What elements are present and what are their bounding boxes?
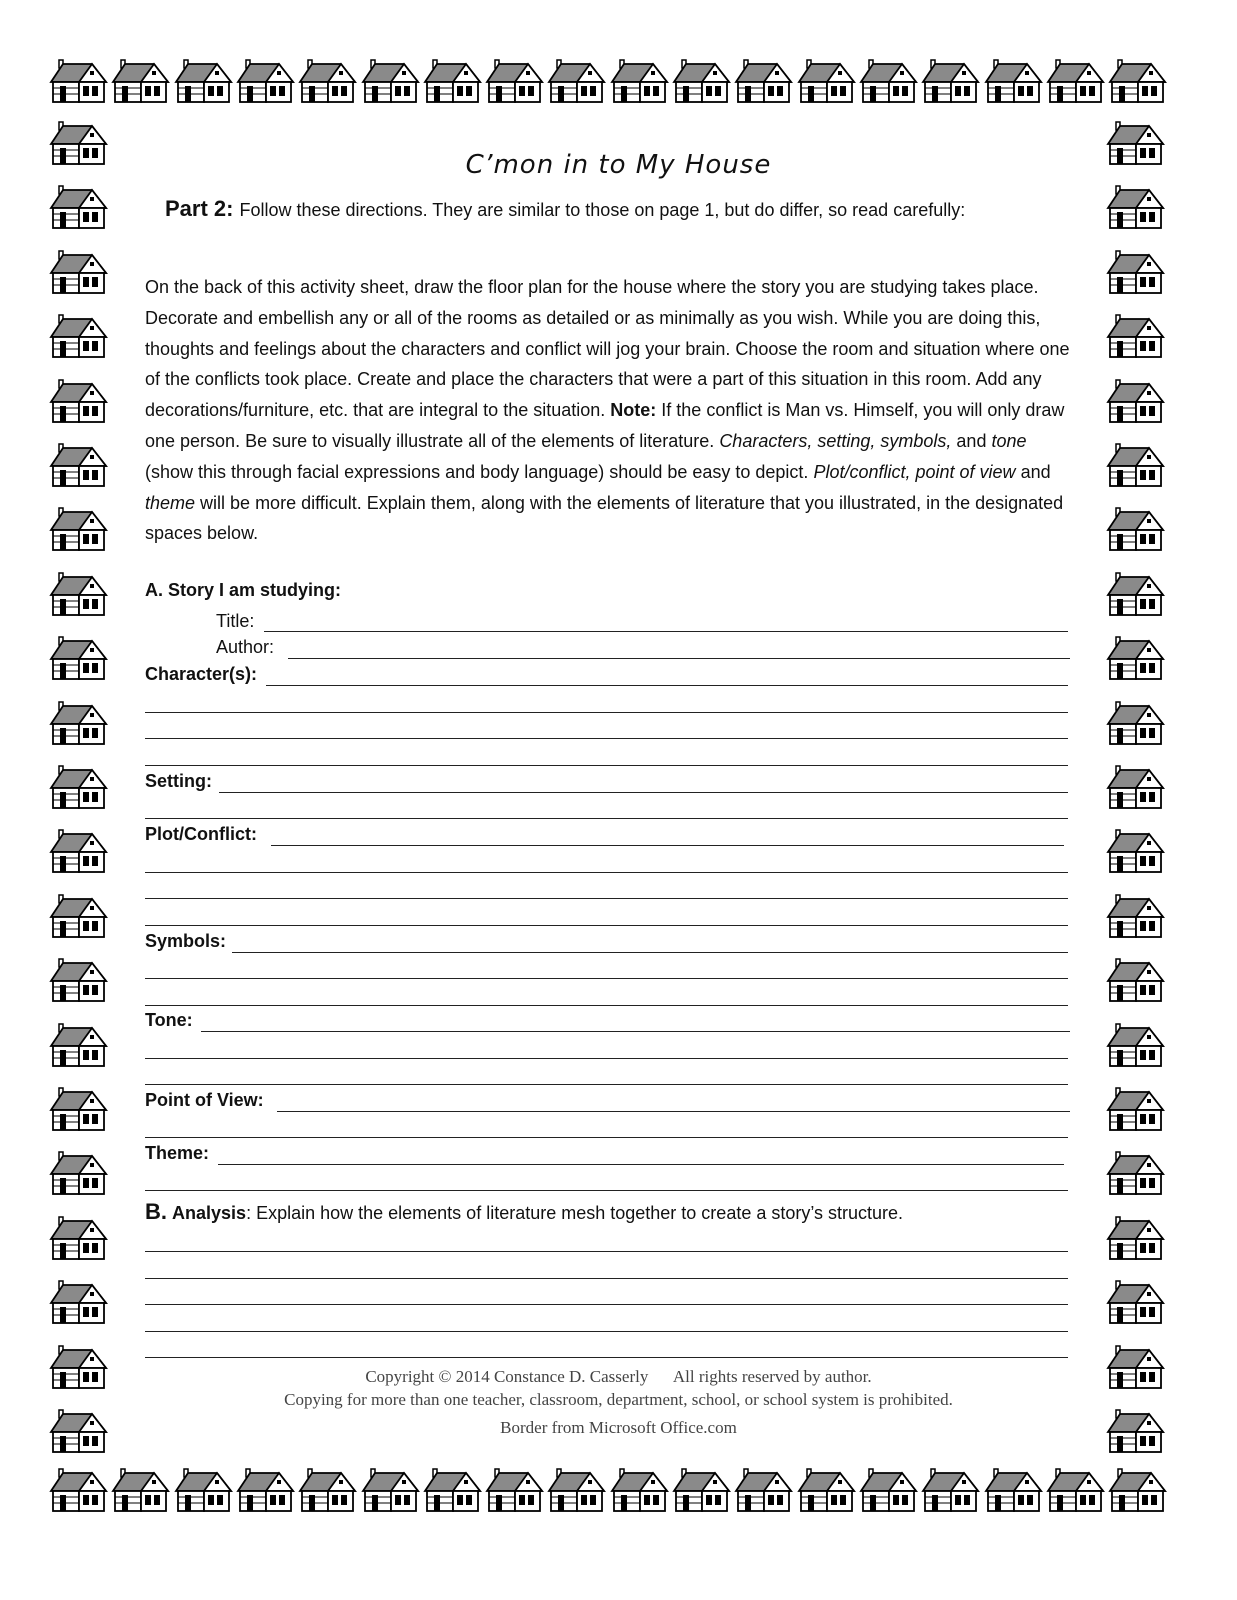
analysis-prompt: : Explain how the elements of literature mesh together to create a story’s structure. [246,1203,904,1223]
setting-answer-line[interactable] [145,818,1068,819]
section-b-letter: B. [145,1199,167,1224]
setting-answer-line[interactable] [219,792,1068,793]
border-credit: Border from Microsoft Office.com [500,1418,737,1437]
characters-label: Character(s): [145,664,258,684]
part-text: Follow these directions. They are similar to those on page 1, but do differ, so read carefully: [239,200,966,220]
symbols-answer-line[interactable] [232,952,1068,953]
plot-conflict-label: Plot/Conflict: [145,824,257,844]
tone-answer-line[interactable] [145,1058,1068,1059]
pov-answer-line[interactable] [145,1137,1068,1138]
characters-answer-line[interactable] [145,765,1068,766]
analysis-answer-line[interactable] [145,1251,1068,1252]
section-a-heading: A. Story I am studying: [145,580,342,600]
instructions [145,272,1075,549]
instructions-p3: (show this through facial expressions and body language) should be easy to depict. [145,461,809,482]
analysis-answer-line[interactable] [145,1304,1068,1305]
instructions-p4: will be more difficult. Explain them, along with the elements of literature that you illustrated, in the designated spaces below. [145,492,1064,544]
analysis-label: Analysis [172,1203,247,1223]
symbols-answer-line[interactable] [145,1005,1068,1006]
plot-answer-line[interactable] [145,925,1068,926]
instructions-em3: Plot/conflict, point of view [813,461,1016,482]
copyright-notice: Copyright © 2014 Constance D. Casserly All rights reserved by author. [365,1367,872,1386]
plot-answer-line[interactable] [145,898,1068,899]
tone-answer-line[interactable] [145,1084,1068,1085]
symbols-label: Symbols: [145,931,227,951]
instructions-p1: On the back of this activity sheet, draw the floor plan for the house where the story you are studying takes place. Decorate and embellish any or all of the rooms as detailed or as minimally as you wish. While you are doing this, thoughts and feelings about the characters and conflict will jog your brain. Choose the room and situation where one of the conflicts took place. Create and place the characters that were a part of this situation in this room. Add any decorations/furniture, etc. that are integral to the situation. [145,277,1070,421]
instructions-em4: theme [145,492,196,513]
instructions-and2: and [1020,461,1051,482]
tone-answer-line[interactable] [201,1031,1070,1032]
instructions-em2: tone [991,430,1027,451]
pov-answer-line[interactable] [277,1111,1070,1112]
point-of-view-label: Point of View: [145,1090,264,1110]
title-answer-line[interactable] [264,631,1068,632]
page-title: C’mon in to My House [465,150,772,180]
setting-label: Setting: [145,771,212,791]
characters-answer-line[interactable] [145,712,1068,713]
tone-label: Tone: [145,1010,193,1030]
theme-answer-line[interactable] [218,1164,1064,1165]
part-label: Part 2: [165,196,234,221]
instructions-p2: If the conflict is Man vs. Himself, you will only draw one person. Be sure to visually illustrate all of the elements of literature. [145,400,1065,451]
analysis-answer-line[interactable] [145,1331,1068,1332]
title-label: Title: [216,611,255,631]
analysis-answer-line[interactable] [145,1357,1068,1358]
section-b-heading [145,1199,903,1225]
symbols-answer-line[interactable] [145,978,1068,979]
theme-label: Theme: [145,1143,210,1163]
part-2-directions [165,196,965,222]
characters-answer-line[interactable] [145,738,1068,739]
plot-answer-line[interactable] [271,845,1064,846]
instructions-and1: and [956,430,987,451]
theme-answer-line[interactable] [145,1190,1068,1191]
author-answer-line[interactable] [288,658,1070,659]
author-label: Author: [216,637,275,657]
note-label: Note: [610,400,657,421]
copying-notice: Copying for more than one teacher, classroom, department, school, or school system is prohibited. [284,1390,953,1409]
plot-answer-line[interactable] [145,872,1068,873]
characters-answer-line[interactable] [266,685,1068,686]
instructions-em1: Characters, setting, symbols, [719,430,952,451]
analysis-answer-line[interactable] [145,1278,1068,1279]
